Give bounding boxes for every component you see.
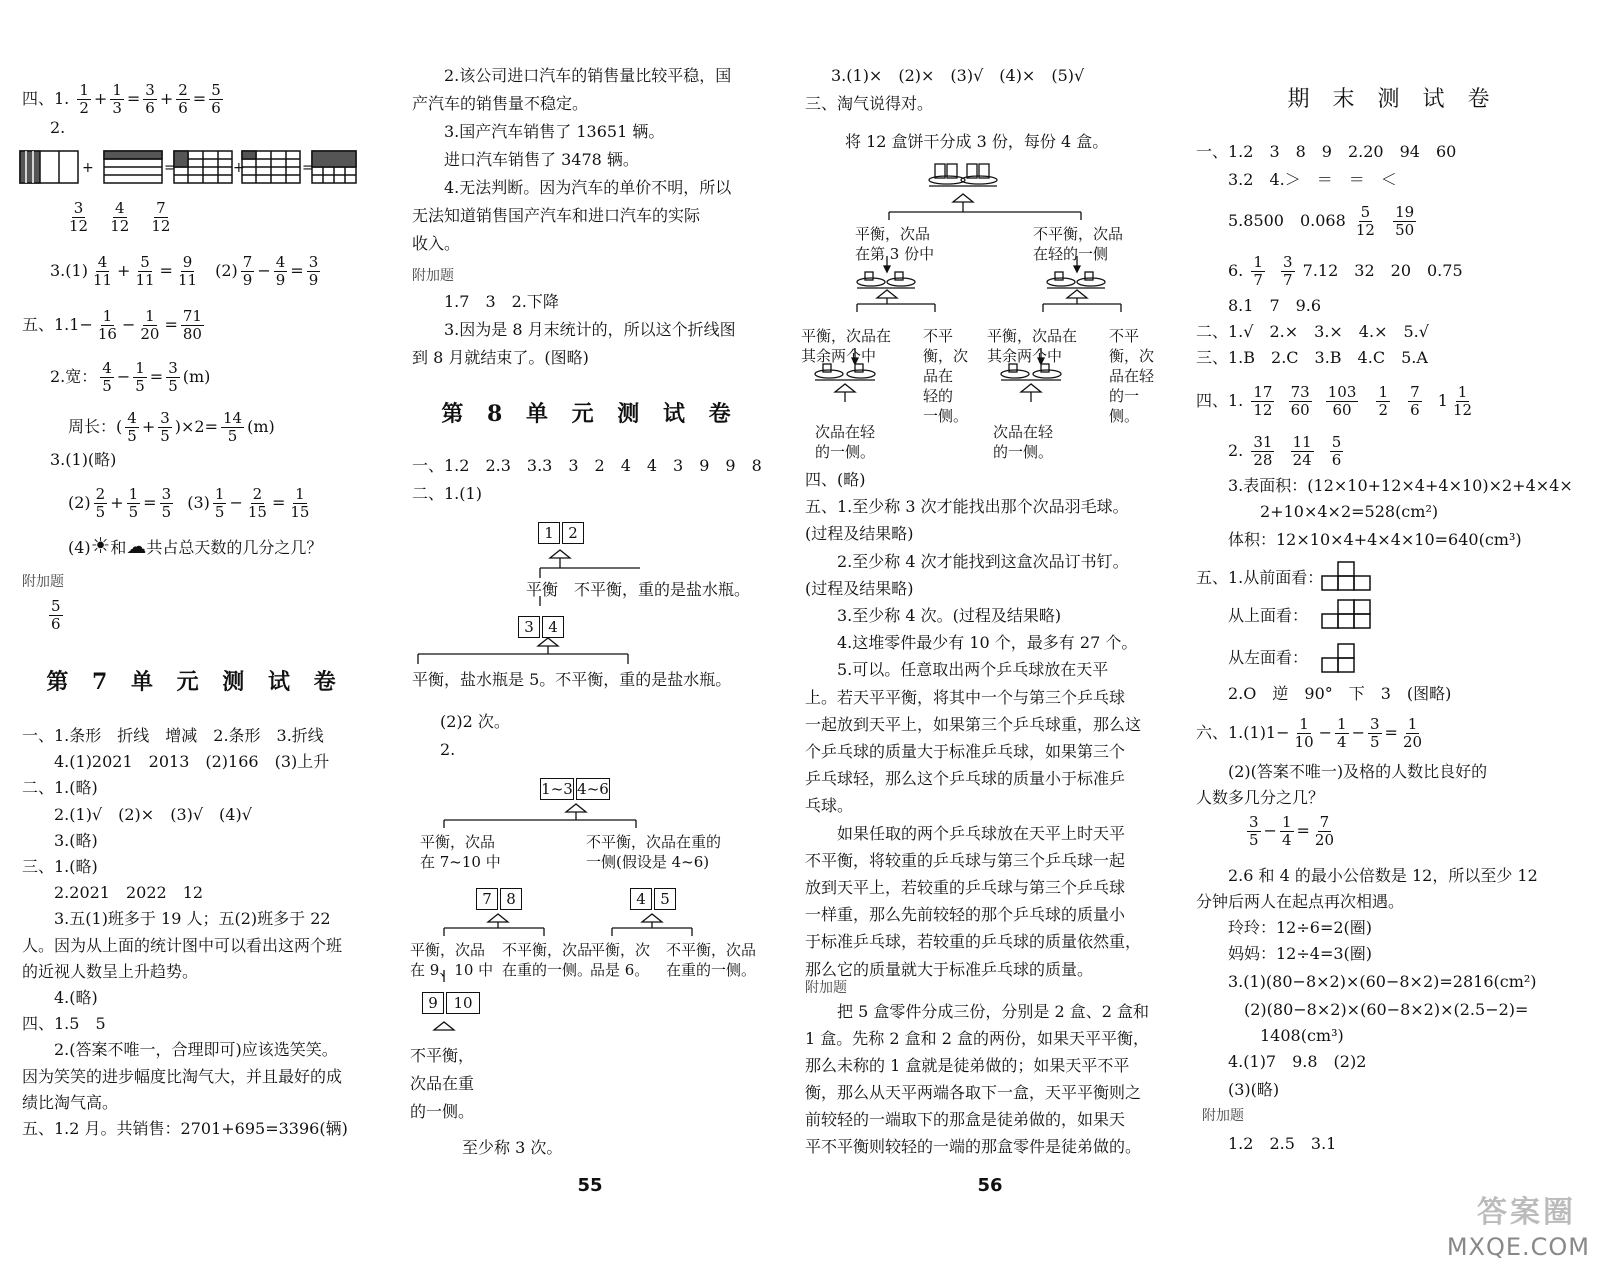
s3-line: 三、淘气说得对。 [805,94,934,113]
f-l2: 3.2 4.＞ ＝ ＝ ＜ [1196,170,1397,189]
f-l24: 1408(cm³) [1196,1026,1344,1045]
final-test-title: 期 末 测 试 卷 [1287,87,1498,112]
d1-boxes-34: 3 4 [518,616,566,638]
text-line: 2.(1)√ (2)× (3)√ (4)√ [22,804,252,824]
f-l26: (3)(略) [1196,1080,1280,1099]
f-l19: 分钟后两人在起点再次相遇。 [1196,892,1405,911]
q4-1: 四、1. $\frac{1}{2}$ + $\frac{1}{3}$ = $\frac{3}{6}$ + $\frac{2}{6}$ = $\frac{5}{6}$ [22,81,221,117]
d2-d: 不平衡，次品 在重的一侧。 [502,941,593,979]
d2-boxes-45: 4 5 [630,888,678,910]
text-line: 二、1.(略) [22,778,98,798]
fraction-bars-diagram [18,148,358,188]
d2-a: 平衡，次品 在 7~10 中 [420,833,501,871]
q5-3-1: 3.(1)(略) [50,450,117,469]
extra-2-line-3: 到 8 月就结束了。(图略) [412,348,589,367]
unit8-q2-1: 二、1.(1) [412,484,482,503]
svg-text:=: = [302,160,314,176]
text-line: 3.五(1)班多于 19 人；五(2)班多于 22 [22,909,331,929]
q4-2-label: 2. [50,118,66,137]
text-line: (过程及结果略) [805,578,914,598]
text-line: 2.至少称 4 次才能找到这盒次品订书钉。 [805,551,1129,571]
q4-2-fractions: $\frac{3}{12}$ $\frac{4}{12}$ $\frac{7}{12}$ [69,199,171,235]
text-line: 一样重，那么先前较轻的那个乒乓球的质量小 [805,905,1126,925]
cloud-icon: ☁ [126,534,147,558]
tree-c: 平衡，次品在 其余两个中 [801,327,892,365]
text-line: 3.国产汽车销售了 13651 辆。 [412,122,665,141]
tree-b: 不平衡，次品 在轻的一侧 [1033,225,1124,263]
text-line: 一、1.条形 折线 增减 2.条形 3.折线 [22,726,324,745]
tree-e: 平衡，次品在 其余两个中 [987,327,1078,365]
text-line: 放到天平上，若较重的乒乓球与第三个乒乓球 [805,878,1126,897]
text-line: 4.(1)2021 2013 (2)166 (3)上升 [22,752,330,772]
f-l4: 6. $\frac{1}{7}$ $\frac{3}{7}$ 7.12 32 20 0.75 [1196,253,1463,289]
extra-label: 附加题 [22,574,64,590]
f-l16: 人数多几分之几？ [1196,788,1325,807]
f-l12: 体积：12×10×4+4×4×10=640(cm³) [1196,530,1522,549]
q5-3-2: (2) $\frac{2}{5}$ + $\frac{1}{5}$ = $\frac{3}{5}$ (3) $\frac{1}{5}$ − $\frac{2}{15}$ = $\frac{1}{15}$ [68,485,310,521]
f-l1: 一、1.2 3 8 9 2.20 94 60 [1196,142,1457,161]
text-line: 前较轻的一端取下的那盒是徒弟做的，如果天 [805,1110,1126,1129]
f-l18: 2.6 和 4 的最小公倍数是 12，所以至少 12 [1196,866,1538,885]
f-l21: 妈妈：12÷4=3(圈) [1196,944,1373,963]
text-line: 1 盒。先称 2 盒和 2 盒的两份，如果天平平衡， [805,1029,1149,1048]
text-line: 3.(略) [22,830,98,850]
f-l9: 2. $\frac{31}{28}$ $\frac{11}{24}$ $\frac{5}{6}$ [1196,433,1342,469]
text-line: 人。因为从上面的统计图中可以看出这两个班 [22,935,343,955]
f-l13: 2.O 逆 90° 下 3 (图略) [1196,684,1452,703]
text-line: 不平衡，将较重的乒乓球与第三个乒乓球一起 [805,850,1126,870]
text-line: 的近视人数呈上升趋势。 [22,961,199,981]
text-line: 收入。 [412,234,461,253]
f-view-front: 五、1.从前面看： [1196,568,1324,587]
text-line: 2.2021 2022 12 [22,883,204,903]
column-1 [0,0,390,1267]
f-view-top: 从上面看： [1196,606,1309,625]
unit7-title: 第 7 单 元 测 试 卷 [46,669,344,695]
tree-a: 平衡，次品 在第 3 份中 [855,225,935,263]
watermark-logo: 答案圈 [1477,1195,1576,1230]
column-3 [795,0,1185,1267]
q3-line: 3.(1)× (2)× (3)√ (4)× (5)√ [831,66,1085,85]
page-number-56: 56 [977,1175,1003,1196]
text-line: 3.至少称 4 次。(过程及结果略) [805,606,1062,625]
extra-2-line-2: 3.因为是 8 月末统计的，所以这个折线图 [412,320,736,339]
text-line: 一起放到天平上，如果第三个乒乓球重，那么这 [805,714,1142,734]
d2-boxes-top: 1~3 4~6 [541,780,609,798]
f-view-left: 从左面看： [1196,648,1309,667]
unit8-q2-2: (2)2 次。 [440,712,510,731]
q5-2-width: 2.宽： $\frac{4}{5}$ − $\frac{1}{5}$ = $\frac{3}{5}$ (m) [50,359,211,395]
q5-3-4: (4)☀和☁共占总天数的几分之几？ [68,534,323,559]
f-l3: 5.8500 0.068 $\frac{5}{12}$ $\frac{19}{50}$ [1196,203,1415,239]
text-line: 于标准乒乓球，若较重的乒乓球的质量依然重， [805,932,1142,952]
text-line: 如果任取的两个乒乓球放在天平上时天平 [805,823,1126,843]
text-line: (过程及结果略) [805,524,914,544]
d1-boxes-12: 1 2 [538,522,586,544]
page-number-55: 55 [577,1175,603,1196]
text-line: 四、(略) [805,470,866,489]
text-line: 个乒乓球的质量大于标准乒乓球，如果第三个 [805,742,1126,761]
text-line: 五、1.至少称 3 次才能找出那个次品羽毛球。 [805,497,1129,517]
text-line: 进口汽车销售了 3478 辆。 [412,150,639,169]
text-line: 4.无法判断。因为汽车的单价不明，所以 [412,178,732,197]
extra-label-3: 附加题 [805,980,847,996]
d2-boxes-78: 7 8 [476,888,524,910]
text-line: 那么它的质量就大于标准乒乓球的质量。 [805,959,1094,979]
f-l15: (2)(答案不唯一)及格的人数比良好的 [1196,762,1488,781]
text-line: 2.该公司进口汽车的销售量比较平稳，国 [412,66,732,85]
f-l25: 4.(1)7 9.8 (2)2 [1196,1052,1367,1071]
d1-line-2: 平衡，盐水瓶是 5。不平衡，重的是盐水瓶。 [412,670,732,689]
column-4 [1190,0,1595,1267]
text-line: 产汽车的销售量不稳定。 [412,94,589,113]
unit8-q2-label: 2. [440,740,456,759]
tree-d: 不平 衡，次 品在 轻的 一侧。 [923,327,969,425]
f-l5: 8.1 7 9.6 [1196,296,1322,315]
q5-1: 五、1.1− $\frac{1}{16}$ − $\frac{1}{20}$ = $\frac{71}{80}$ [22,307,202,343]
unit8-q1: 一、1.2 2.3 3.3 3 2 4 4 3 9 9 8 [412,456,762,475]
column-2 [400,0,780,1267]
f-l20: 玲玲：12÷6=2(圈) [1196,918,1373,937]
text-line: 绩比淘气高。 [22,1092,119,1112]
text-line: 乓球。 [805,796,854,816]
d2-b: 不平衡，次品在重的 一侧(假设是 4~6) [586,833,722,871]
s3-split: 将 12 盒饼干分成 3 份，每份 4 盒。 [845,132,1109,151]
extra-label-4: 附加题 [1202,1108,1244,1124]
tree-g: 次品在轻 的一侧。 [815,423,876,461]
text-line: 三、1.(略) [22,857,98,876]
d2-g: 不平衡， 次品在重 的一侧。 [410,1046,475,1121]
extra-2-line-1: 1.7 3 2.下降 [412,292,559,311]
text-line: 2.(答案不唯一，合理即可)应该选笑笑。 [22,1040,338,1060]
text-line: 4.这堆零件最少有 10 个，最多有 27 个。 [805,633,1138,653]
unit8-q2-end: 至少称 3 次。 [462,1138,563,1157]
f-l23: (2)(80−8×2)×(60−8×2)×(2.5−2)= [1196,1000,1529,1019]
watermark-site: MXQE.COM [1446,1233,1590,1261]
text-line: 衡，那么从天平两端各取下一盒，天平平衡则之 [805,1083,1142,1102]
text-line: 那么未称的 1 盒就是徒弟做的；如果天平不平 [805,1056,1130,1075]
q5-2-perimeter: 周长：( $\frac{4}{5}$ + $\frac{3}{5}$ )×2= $\frac{14}{5}$ (m) [68,409,275,445]
text-line: 无法知道销售国产汽车和进口汽车的实际 [412,206,701,225]
f-extra: 1.2 2.5 3.1 [1196,1134,1337,1153]
tree-h: 次品在轻 的一侧。 [993,423,1054,461]
text-line: 乒乓球轻，那么这个乒乓球的质量小于标准乒 [805,769,1126,789]
d2-boxes-910: 9 10 [422,992,482,1014]
f-l17: $\frac{3}{5}$ − $\frac{1}{4}$ = $\frac{7}{20}$ [1249,813,1334,849]
f-l10: 3.表面积：(12×10+12×4+4×10)×2+4×4× [1196,476,1573,495]
text-line: 五、1.2 月。共销售：2701+695=3396(辆) [22,1119,348,1138]
sun-icon: ☀ [90,534,111,559]
f-l6: 二、1.√ 2.× 3.× 4.× 5.√ [1196,322,1429,341]
d2-c: 平衡，次品 在 9、10 中 [410,941,494,979]
unit8-title: 第 8 单 元 测 试 卷 [441,401,739,427]
d1-line-1: 平衡 不平衡，重的是盐水瓶。 [526,580,751,599]
text-line: 把 5 盒零件分成三份，分别是 2 盒、2 盒和 [805,1002,1149,1021]
svg-text:+: + [82,160,94,176]
tree-f: 不平 衡，次 品在轻 的一 侧。 [1109,327,1155,425]
f-l8: 四、1. $\frac{17}{12}$ $\frac{73}{60}$ $\frac{103}{60}$ $\frac{1}{2}$ $\frac{7}{6}$ 1 $\frac{1}{12}$ [1196,383,1473,419]
text-line: 上。若天平平衡，将其中一个与第三个乒乓球 [805,687,1126,707]
text-line: 4.(略) [22,988,98,1007]
d2-e: 平衡，次 品是 6。 [590,941,651,979]
d2-f: 不平衡，次品 在重的一侧。 [666,941,757,979]
balance-diagram-1 [400,540,780,680]
f-l11: 2+10×4×2=528(cm²) [1196,502,1439,521]
text-line: 5.可以。任意取出两个乒乓球放在天平 [805,660,1109,680]
text-line: 因为笑笑的进步幅度比淘气大，并且最好的成 [22,1066,343,1086]
text-line: 平不平衡则较轻的一端的那盒零件是徒弟做的。 [805,1137,1142,1156]
f-l22: 3.(1)(80−8×2)×(60−8×2)=2816(cm²) [1196,972,1537,991]
text-line: 四、1.5 5 [22,1014,106,1034]
q4-3: 3.(1) $\frac{4}{11}$ + $\frac{5}{11}$ = $\frac{9}{11}$ (2) $\frac{7}{9}$ − $\frac{4}{9}$ = $\frac{3}{9}$ [50,253,319,289]
svg-text:+: + [233,160,245,176]
f-l7: 三、1.B 2.C 3.B 4.C 5.A [1196,348,1428,367]
view-drawings [1320,560,1390,680]
extra-label-2: 附加题 [412,268,454,284]
f-l14: 六、1.(1)1− $\frac{1}{10}$ − $\frac{1}{4}$ − $\frac{3}{5}$ = $\frac{1}{20}$ [1196,715,1423,751]
svg-text:=: = [164,160,176,176]
extra-answer: $\frac{5}{6}$ [51,597,61,633]
